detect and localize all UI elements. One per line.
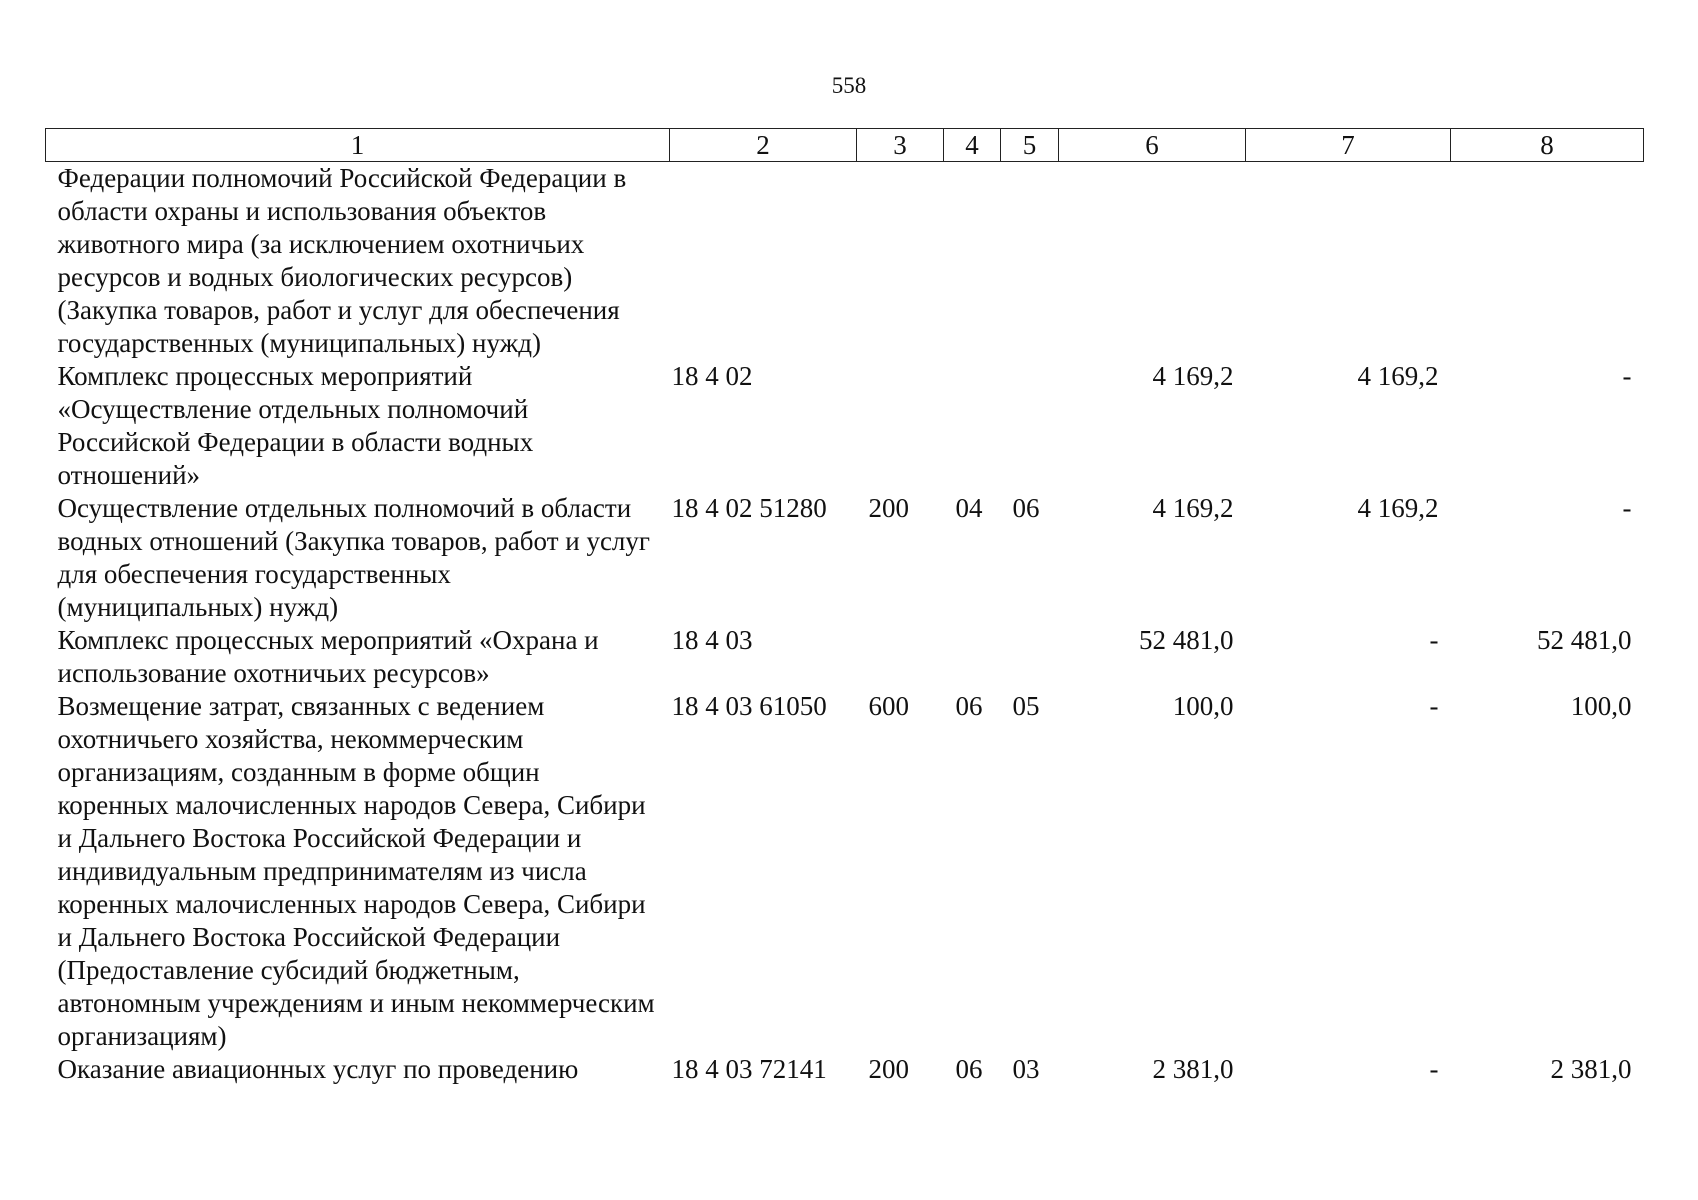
row-code	[670, 162, 857, 361]
row-col5: 03	[1012, 1054, 1040, 1084]
row-code: 18 4 03	[671, 625, 753, 655]
column-header-3: 3	[857, 129, 944, 162]
row-col4: 06	[955, 1054, 983, 1084]
row-col6	[1059, 162, 1246, 361]
column-header-7: 7	[1246, 129, 1451, 162]
column-header-8: 8	[1451, 129, 1644, 162]
row-col7: -	[1429, 1054, 1439, 1084]
row-col7: -	[1429, 625, 1439, 655]
row-col5	[1001, 624, 1059, 690]
row-col4: 06	[955, 691, 983, 721]
row-col4	[944, 624, 1001, 690]
row-col6: 52 481,0	[1139, 625, 1234, 655]
row-col8: 52 481,0	[1537, 625, 1632, 655]
budget-table	[45, 128, 1644, 1086]
row-col7: 4 169,2	[1357, 361, 1439, 391]
row-col7: 4 169,2	[1357, 493, 1439, 523]
row-col6: 4 169,2	[1152, 493, 1234, 523]
column-number-header-row	[46, 129, 1644, 162]
row-col8: -	[1622, 361, 1632, 391]
row-col5	[1001, 360, 1059, 492]
row-col3	[857, 162, 944, 361]
page-number: 558	[831, 73, 867, 98]
table-row	[46, 162, 1644, 361]
row-col5: 05	[1012, 691, 1040, 721]
row-col5	[1001, 162, 1059, 361]
row-col4	[944, 162, 1001, 361]
row-col7: -	[1429, 691, 1439, 721]
table-row	[46, 690, 1644, 1053]
row-code: 18 4 03 61050	[671, 691, 827, 721]
row-col8: 2 381,0	[1550, 1054, 1632, 1084]
row-col8	[1451, 162, 1644, 361]
column-header-5: 5	[1001, 129, 1059, 162]
row-col3: 600	[868, 691, 909, 721]
row-col3: 200	[868, 493, 909, 523]
row-col7	[1246, 162, 1451, 361]
row-name: Комплекс процессных мероприятий «Осуществление отдельных полномочий Российской Федерации в области водных отношений»	[57, 361, 534, 490]
row-name: Федерации полномочий Российской Федерации в области охраны и использования объектов животного мира (за исключением охотничьих ресурсов и водных биологических ресурсов) (Закупка товаров, работ и услуг для обеспечения государственных (муниципальных) нужд)	[57, 163, 627, 358]
row-col4: 04	[955, 493, 983, 523]
row-col4	[944, 360, 1001, 492]
row-col6: 100,0	[1172, 691, 1234, 721]
row-name: Комплекс процессных мероприятий «Охрана и использование охотничьих ресурсов»	[57, 625, 599, 688]
column-header-1: 1	[46, 129, 670, 162]
row-col3	[857, 360, 944, 492]
row-code: 18 4 03 72141	[671, 1054, 827, 1084]
row-col6: 2 381,0	[1152, 1054, 1234, 1084]
row-name: Оказание авиационных услуг по проведению	[57, 1054, 579, 1084]
row-col6: 4 169,2	[1152, 361, 1234, 391]
column-header-6: 6	[1059, 129, 1246, 162]
row-name: Возмещение затрат, связанных с ведением охотничьего хозяйства, некоммерческим организациям, созданным в форме общин коренных малочисленных народов Севера, Сибири и Дальнего Востока Российской Федерации и индивидуальным предпринимателям из числа коренных малочисленных народов Севера, Сибири и Дальнего Востока Российской Федерации (Предоставление субсидий бюджетным, автономным учреждениям и иным некоммерческим организациям)	[57, 691, 655, 1051]
row-col5: 06	[1012, 493, 1040, 523]
table-row	[46, 492, 1644, 624]
table-row	[46, 1053, 1644, 1086]
table-row	[46, 360, 1644, 492]
row-col3: 200	[868, 1054, 909, 1084]
table-row	[46, 624, 1644, 690]
row-code: 18 4 02 51280	[671, 493, 827, 523]
row-col8: 100,0	[1570, 691, 1632, 721]
row-col3	[857, 624, 944, 690]
row-col8: -	[1622, 493, 1632, 523]
row-name: Осуществление отдельных полномочий в области водных отношений (Закупка товаров, работ и услуг для обеспечения государственных (муниципальных) нужд)	[57, 493, 650, 622]
column-header-2: 2	[670, 129, 857, 162]
column-header-4: 4	[944, 129, 1001, 162]
row-code: 18 4 02	[671, 361, 753, 391]
